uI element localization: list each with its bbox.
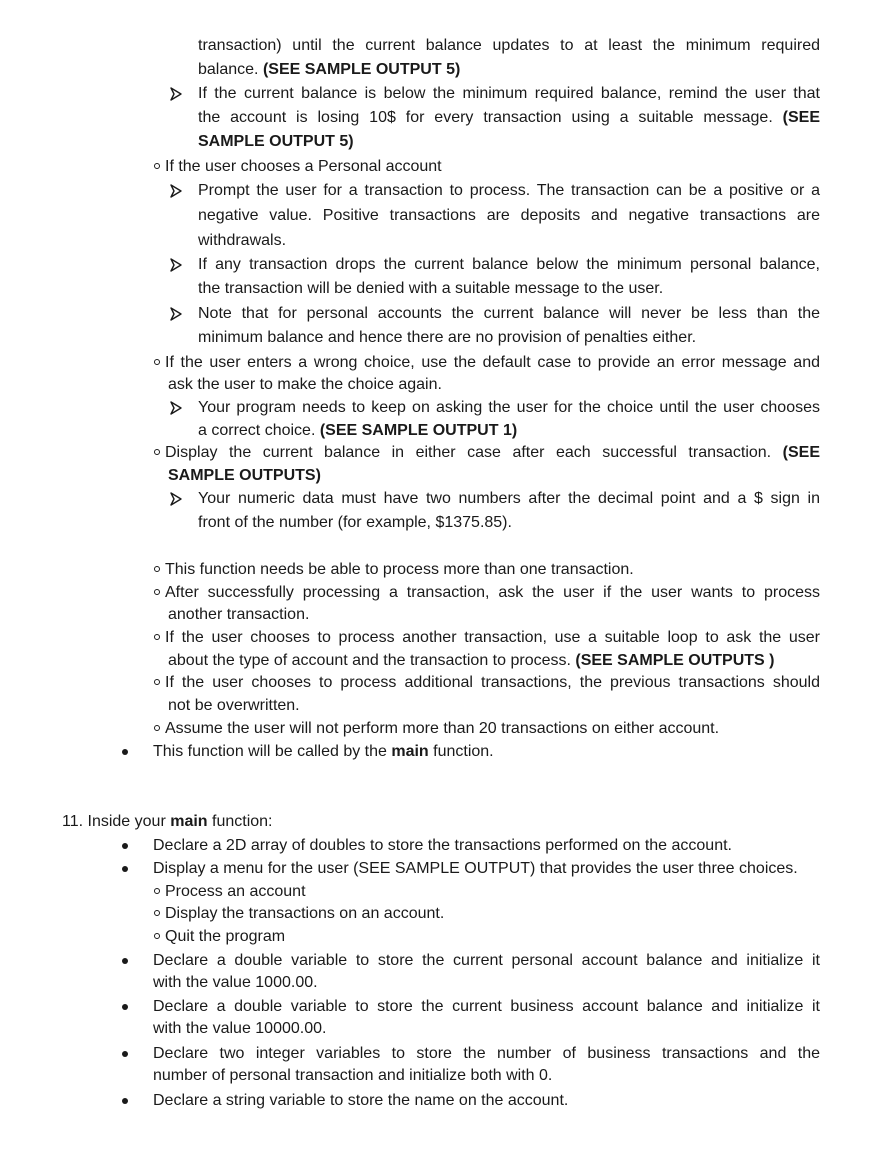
line-bold-text: main — [391, 743, 429, 760]
text-line — [198, 489, 820, 509]
line-text: transaction) until the current balance updates to at least the minimum required — [198, 37, 820, 54]
arrow-bullet-icon — [170, 87, 182, 101]
text-line — [153, 1091, 568, 1111]
text-line — [153, 973, 318, 993]
circle-bullet-icon — [154, 589, 160, 595]
text-line — [198, 181, 820, 201]
line-text-after: function: — [207, 813, 273, 830]
arrow-bullet-icon — [170, 492, 182, 506]
text-line — [198, 513, 512, 533]
line-bold-text: SAMPLE OUTPUTS) — [168, 467, 321, 484]
bullet-dot-icon — [122, 958, 128, 964]
circle-bullet-icon — [154, 359, 160, 365]
line-text: number of personal transaction and initialize both with 0. — [153, 1067, 553, 1084]
text-line — [153, 1066, 552, 1086]
arrow-bullet-icon — [170, 184, 182, 198]
line-text: If the user enters a wrong choice, use the default case to provide an error message and — [165, 354, 820, 371]
line-text: negative value. Positive transactions are deposits and negative transactions are — [198, 207, 820, 224]
line-text: This function needs be able to process more than one transaction. — [165, 561, 634, 578]
text-line — [153, 1019, 326, 1039]
line-text: with the value 1000.00. — [153, 974, 318, 991]
text-line — [198, 206, 820, 226]
text-line — [154, 583, 820, 603]
line-text: front of the number (for example, $1375.85). — [198, 514, 512, 531]
line-bold-text: SAMPLE OUTPUT 5) — [198, 133, 354, 150]
line-text: Declare a double variable to store the current business account balance and initialize it — [153, 998, 820, 1015]
text-line — [198, 60, 460, 80]
line-text: Display a menu for the user (SEE SAMPLE OUTPUT) that provides the user three choices. — [153, 860, 798, 877]
text-line — [198, 328, 696, 348]
line-text: Prompt the user for a transaction to process. The transaction can be a positive or a — [198, 182, 820, 199]
line-bold-text: (SEE SAMPLE OUTPUTS ) — [575, 652, 775, 669]
text-line — [168, 605, 309, 625]
circle-bullet-icon — [154, 566, 160, 572]
text-line — [198, 132, 354, 152]
text-line — [154, 353, 820, 373]
bullet-dot-icon — [122, 866, 128, 872]
line-text: Declare a string variable to store the name on the account. — [153, 1092, 569, 1109]
text-line — [154, 927, 285, 947]
circle-bullet-icon — [154, 888, 160, 894]
line-text: another transaction. — [168, 606, 310, 623]
text-line — [198, 231, 286, 251]
text-line — [154, 673, 820, 693]
line-bold-text: (SEE — [782, 109, 820, 126]
circle-bullet-icon — [154, 679, 160, 685]
text-line — [154, 157, 442, 177]
line-text: Declare a 2D array of doubles to store the transactions performed on the account. — [153, 837, 732, 854]
text-line — [153, 997, 820, 1017]
line-text: a correct choice. — [198, 422, 320, 439]
text-line — [153, 836, 732, 856]
line-text: minimum balance and hence there are no provision of penalties either. — [198, 329, 697, 346]
line-text: 11. Inside your — [62, 813, 171, 830]
text-line — [168, 651, 775, 671]
text-line — [153, 742, 494, 762]
line-text: After successfully processing a transaction, ask the user if the user wants to process — [165, 584, 820, 601]
text-line — [154, 719, 719, 739]
text-line — [198, 84, 820, 104]
line-text: withdrawals. — [198, 232, 287, 249]
text-line — [198, 279, 663, 299]
text-line — [198, 304, 820, 324]
line-bold-text: (SEE SAMPLE OUTPUT 1) — [319, 422, 518, 439]
line-text: If the user chooses to process another transaction, use a suitable loop to ask the user — [165, 629, 820, 646]
line-text: the account is losing 10$ for every transaction using a suitable message. — [198, 109, 783, 126]
text-line — [153, 1044, 820, 1064]
text-line — [198, 255, 820, 275]
bullet-dot-icon — [122, 1004, 128, 1010]
arrow-bullet-icon — [170, 258, 182, 272]
line-text: Your program needs to keep on asking the user for the choice until the user chooses — [198, 399, 820, 416]
circle-bullet-icon — [154, 449, 160, 455]
arrow-bullet-icon — [170, 307, 182, 321]
line-text: Display the current balance in either case after each successful transaction. — [165, 444, 783, 461]
line-text: Quit the program — [165, 928, 286, 945]
circle-bullet-icon — [154, 634, 160, 640]
bullet-dot-icon — [122, 749, 128, 755]
line-text: about the type of account and the transaction to process. — [168, 652, 576, 669]
line-bold-text: (SEE SAMPLE OUTPUT 5) — [262, 61, 461, 78]
line-text: Note that for personal accounts the current balance will never be less than the — [198, 305, 820, 322]
line-text: If the user chooses to process additional transactions, the previous transactions should — [165, 674, 820, 691]
line-text: Your numeric data must have two numbers after the decimal point and a $ sign in — [198, 490, 820, 507]
text-line — [168, 696, 300, 716]
line-text: Display the transactions on an account. — [165, 905, 445, 922]
text-line — [168, 375, 442, 395]
text-line — [153, 859, 798, 879]
line-text: Assume the user will not perform more than 20 transactions on either account. — [165, 720, 720, 737]
circle-bullet-icon — [154, 725, 160, 731]
line-text-after: function. — [428, 743, 494, 760]
text-line — [154, 628, 820, 648]
text-line — [198, 36, 820, 56]
text-line — [62, 812, 273, 832]
line-text: with the value 10000.00. — [153, 1020, 327, 1037]
line-text: If the user chooses a Personal account — [165, 158, 442, 175]
line-text: Process an account — [165, 883, 306, 900]
arrow-bullet-icon — [170, 401, 182, 415]
line-text: not be overwritten. — [168, 697, 300, 714]
text-line — [198, 398, 820, 418]
text-line — [154, 882, 306, 902]
line-text: the transaction will be denied with a suitable message to the user. — [198, 280, 664, 297]
text-line — [168, 466, 321, 486]
line-bold-text: main — [170, 813, 208, 830]
text-line — [153, 951, 820, 971]
line-text: Declare two integer variables to store the number of business transactions and the — [153, 1045, 820, 1062]
text-line — [154, 443, 820, 463]
circle-bullet-icon — [154, 910, 160, 916]
text-line — [198, 421, 517, 441]
text-line — [154, 560, 634, 580]
line-text: Declare a double variable to store the current personal account balance and initialize it — [153, 952, 820, 969]
circle-bullet-icon — [154, 933, 160, 939]
bullet-dot-icon — [122, 843, 128, 849]
text-line — [154, 904, 444, 924]
line-text: balance. — [198, 61, 263, 78]
line-text: This function will be called by the — [153, 743, 392, 760]
line-text: ask the user to make the choice again. — [168, 376, 442, 393]
line-bold-text: (SEE — [782, 444, 820, 461]
line-text: If any transaction drops the current balance below the minimum personal balance, — [198, 256, 820, 273]
bullet-dot-icon — [122, 1051, 128, 1057]
line-text: If the current balance is below the minimum required balance, remind the user that — [198, 85, 820, 102]
bullet-dot-icon — [122, 1098, 128, 1104]
circle-bullet-icon — [154, 163, 160, 169]
text-line — [198, 108, 820, 128]
